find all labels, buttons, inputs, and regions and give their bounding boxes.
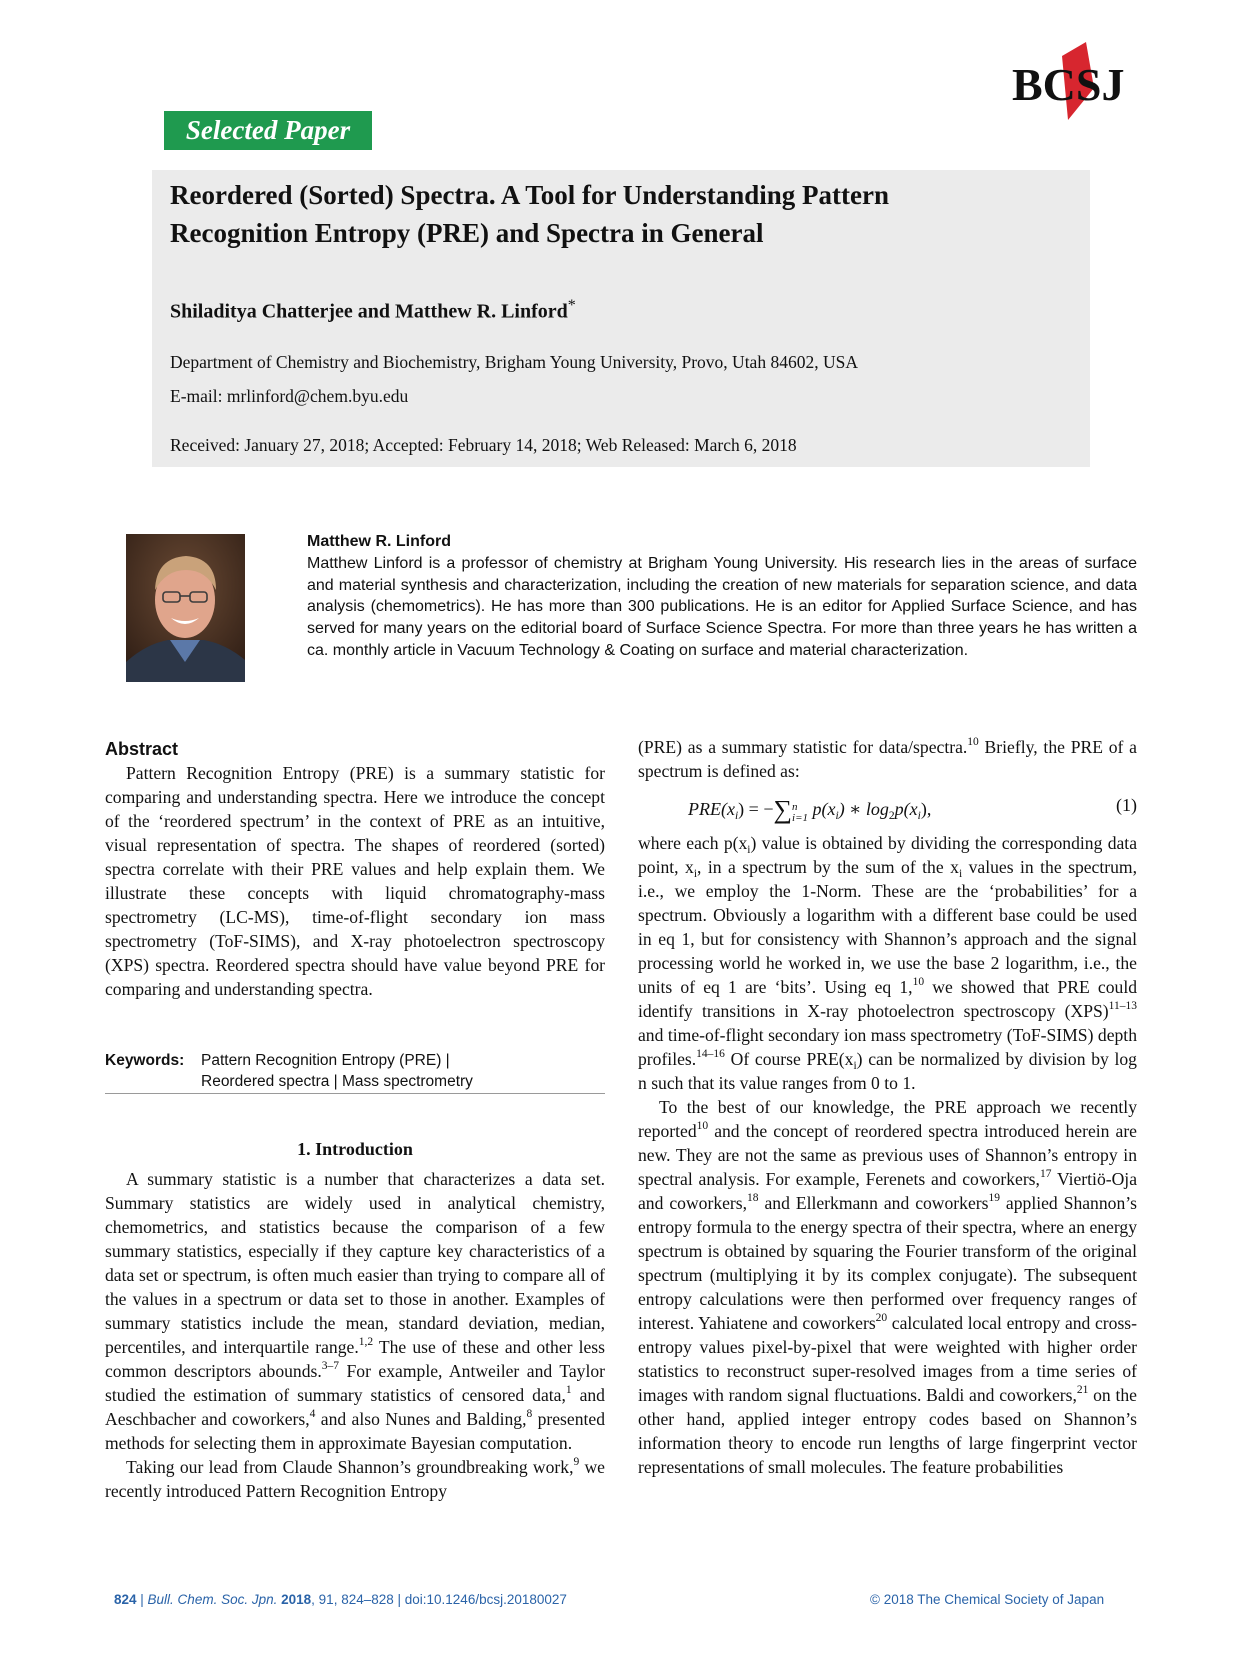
title-line-2: Recognition Entropy (PRE) and Spectra in General xyxy=(170,218,764,248)
keywords-divider xyxy=(105,1093,605,1094)
introduction-heading: 1. Introduction xyxy=(297,1139,413,1159)
right-column-body xyxy=(638,831,1137,1479)
citation[interactable]: 10 xyxy=(696,1120,709,1132)
selected-paper-banner: Selected Paper xyxy=(164,111,372,150)
intro-paragraph-1: A summary statistic is a number that characterizes a data set. Summary statistics are widely used in analytical chemistry, chemometrics, and statistics because the comparison of a few summary statistics, especially if they capture key characteristics of a data set or spectrum, is often much easier than trying to compare all of the values in a spectrum or data set to those in another. Examples of summary statistics include the mean, standard deviation, median, percentiles, and interquartile range.$^{1,2}$ The use of these and other less common descriptors abounds.$^{3-7}$ For example, Antweiler and Taylor studied the estimation of summary statistics of censored data,$^1$ and Aeschbacher and coworkers,$^4$ and also Nunes and Balding,$^8$ presented methods for selecting them in approximate Bayesian computation. xyxy=(105,1169,606,1453)
citation[interactable]: 1 xyxy=(565,1384,572,1396)
authors xyxy=(170,292,576,326)
citation[interactable]: 14–16 xyxy=(696,1048,725,1060)
affiliation: Department of Chemistry and Biochemistry, Brigham Young University, Provo, Utah 84602, USA xyxy=(170,352,858,372)
citation[interactable]: 10 xyxy=(967,736,979,748)
citation[interactable]: 4 xyxy=(309,1408,316,1420)
journal-year: 2018 xyxy=(281,1592,312,1607)
citation[interactable]: 9 xyxy=(573,1456,580,1468)
logo-text: BCSJ xyxy=(1012,59,1125,110)
citation[interactable]: 3–7 xyxy=(321,1360,340,1372)
doi-text[interactable]: , 91, 824–828 | doi:10.1246/bcsj.20180027 xyxy=(311,1592,567,1607)
right-paragraph-1: (PRE) as a summary statistic for data/spectra.$^{10}$ Briefly, the PRE of a spectrum is defined as: xyxy=(638,736,1137,781)
corresponding-author-mark: * xyxy=(567,297,576,314)
citation[interactable]: 11–13 xyxy=(1108,1000,1137,1012)
bio-name: Matthew R. Linford xyxy=(307,533,451,550)
citation[interactable]: 1,2 xyxy=(358,1336,374,1348)
author-portrait-image xyxy=(126,534,245,682)
publication-dates: Received: January 27, 2018; Accepted: February 14, 2018; Web Released: March 6, 2018 xyxy=(170,435,797,455)
abstract-text xyxy=(105,761,605,1001)
paper-title xyxy=(170,176,1050,252)
footer-citation: 824 | Bull. Chem. Soc. Jpn. 2018, 91, 824–828 | doi:10.1246/bcsj.20180027 xyxy=(114,1592,567,1607)
keywords-line-1: Pattern Recognition Entropy (PRE) | xyxy=(201,1052,450,1069)
bcsj-logo xyxy=(1010,42,1150,128)
citation[interactable]: 20 xyxy=(875,1312,888,1324)
citation[interactable]: 18 xyxy=(747,1192,759,1204)
introduction-text xyxy=(105,1167,605,1503)
citation[interactable]: 10 xyxy=(912,976,925,988)
journal-name: Bull. Chem. Soc. Jpn. xyxy=(147,1592,278,1607)
citation[interactable]: 19 xyxy=(988,1192,1000,1204)
keywords-label: Keywords: xyxy=(105,1052,185,1069)
equation-1 xyxy=(638,795,1137,825)
bio-text: Matthew Linford is a professor of chemistry at Brigham Young University. His research lies in the areas of surface and material synthesis and characterization, including the creation of new materials for separation science, and data analysis (chemometrics). He has more than 300 publications. He is an editor for Applied Surface Science, and has served for many years on the editorial board of Surface Science Spectra. For more than three years he has written a ca. monthly article in Vacuum Technology & Coating on surface and material characterization. xyxy=(307,555,1137,659)
citation[interactable]: 8 xyxy=(526,1408,533,1420)
keywords-line-2: Reordered spectra | Mass spectrometry xyxy=(201,1073,473,1090)
bcsj-logo-icon xyxy=(1010,42,1150,128)
equation-number: (1) xyxy=(1116,795,1137,815)
right-paragraph-3: To the best of our knowledge, the PRE approach we recently reported$^{10}$ and the concept of reordered spectra introduced herein are new. They are not the same as previous uses of Shannon’s entropy in spectral analysis. For example, Ferenets and coworkers,$^{17}$ Viertiö-Oja and coworkers,$^{18}$ and Ellerkmann and coworkers$^{19}$ applied Shannon’s entropy formula to the energy spectra of their spectra, where an energy spectrum is obtained by squaring the Fourier transform of the original spectrum (multiplying it by its complex conjugate). The subsequent entropy calculations were then performed over frequency ranges of interest. Yahiatene and coworkers$^{20}$ calculated local entropy and cross-entropy values pixel-by-pixel that were weighted with higher order statistics to reconstruct super-resolved images from a time series of images with random signal fluctuations. Baldi and coworkers,$^{21}$ on the other hand, applied integer entropy codes based on Shannon’s information theory to encode run lengths of large fingerprint vector representations of small molecules. The feature probabilities xyxy=(638,1097,1137,1477)
citation[interactable]: 21 xyxy=(1076,1384,1089,1396)
right-paragraph-2: where each $p(x_i)$ value is obtained by dividing the corresponding data point, $x_i$, in a spectrum by the sum of the $x_i$ values in the spectrum, i.e., we employ the 1-Norm. These are the ‘probabilities’ for a spectrum. Obviously a logarithm with a different base could be used in eq 1, but for consistency with Shannon’s approach and the signal processing world he worked in, we use the base 2 logarithm, i.e., the units of eq 1 are ‘bits’. Using eq 1,10 we showed that PRE could identify transitions in X-ray photoelectron spectroscopy (XPS)$^{11-13}$ and time-of-flight secondary ion mass spectrometry (ToF-SIMS) depth profiles.$^{14-16}$ Of course $PRE(x_i)$ can be normalized by division by log n such that its value ranges from 0 to 1. xyxy=(638,833,1138,1093)
footer-copyright: © 2018 The Chemical Society of Japan xyxy=(870,1592,1105,1607)
abstract-paragraph: Pattern Recognition Entropy (PRE) is a summary statistic for comparing and understanding spectra. Here we introduce the concept of the ‘reordered spectrum’ in the context of PRE as an intuitive, visual representation of spectra. The shapes of reordered (sorted) spectra correlate with their PRE values and help explain them. We illustrate these concepts with liquid chromatography-mass spectrometry (LC-MS), time-of-flight secondary ion mass spectrometry (ToF-SIMS), and X-ray photoelectron spectroscopy (XPS) spectra. Reordered spectra should have value beyond PRE for comparing and understanding spectra. xyxy=(105,763,605,999)
author-photo xyxy=(126,534,245,682)
abstract-heading: Abstract xyxy=(105,739,179,759)
author-names: Shiladitya Chatterjee and Matthew R. Linford xyxy=(170,300,568,323)
title-line-1: Reordered (Sorted) Spectra. A Tool for Understanding Pattern xyxy=(170,180,889,210)
email[interactable]: E-mail: mrlinford@chem.byu.edu xyxy=(170,386,409,406)
equation-body: $PRE(x_i)$ = −∑ n i=1 $p(x_i)$ ∗ $\log_2p(x_i)$, xyxy=(688,795,932,824)
page-number: 824 xyxy=(114,1592,137,1607)
right-column-top xyxy=(638,735,1137,783)
citation[interactable]: 17 xyxy=(1039,1168,1052,1180)
intro-paragraph-2: Taking our lead from Claude Shannon’s groundbreaking work,$^9$ we recently introduced Pattern Recognition Entropy xyxy=(105,1456,605,1501)
